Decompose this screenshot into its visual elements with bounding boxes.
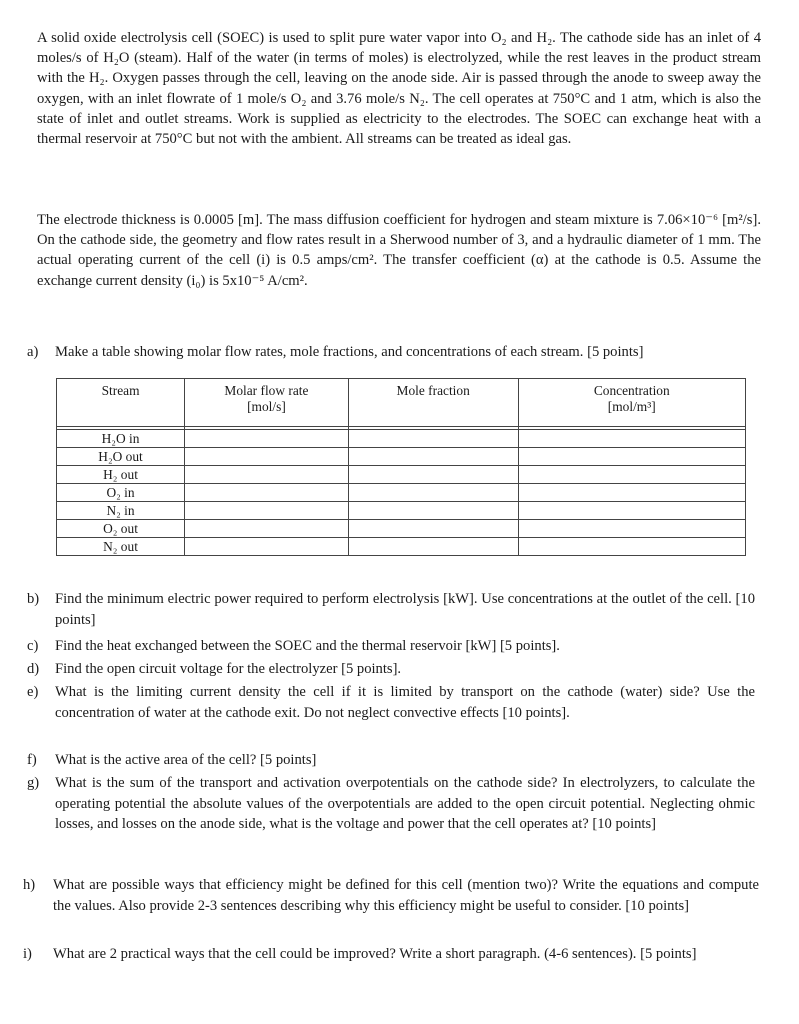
cell-molar-flow [185,538,349,556]
cell-molar-flow [185,520,349,538]
table-row [57,448,746,466]
header-concentration-label: Concentration [593,383,670,398]
stream-name: N₂ out [57,538,185,556]
table-row [57,538,746,556]
question-label: h) [23,877,36,893]
stream-name: H₂O out [57,448,185,466]
table-row [57,466,746,484]
stream-name: H₂ out [57,466,185,484]
question-text: Find the heat exchanged between the SOEC and the thermal reservoir [kW] [5 points]. [55,638,560,654]
question-label: d) [27,661,40,677]
question-label: b) [27,591,40,607]
cell-mole-fraction [348,466,518,484]
cell-mole-fraction [348,484,518,502]
table-row [57,430,746,448]
question-label: c) [27,638,39,654]
stream-name: N₂ in [57,502,185,520]
question-text: Find the minimum electric power required to perform electrolysis [kW]. Use concentrations at the outlet of the cell. [10 points] [55,591,755,628]
cell-mole-fraction [348,520,518,538]
cell-mole-fraction [348,502,518,520]
header-molar-flow-unit: [mol/s] [247,399,286,414]
header-stream [57,379,185,427]
stream-name: O₂ out [57,520,185,538]
header-concentration-unit: [mol/m³] [607,399,656,414]
question-label: g) [27,775,40,791]
question-text: Find the open circuit voltage for the electrolyzer [5 points]. [55,661,402,677]
question-text: What are 2 practical ways that the cell could be improved? Write a short paragraph. (4-6 sentences). [5 points] [53,946,697,962]
header-mole-fraction [348,379,518,427]
table-row [57,520,746,538]
cell-molar-flow [185,484,349,502]
cell-concentration [518,520,745,538]
cell-mole-fraction [348,538,518,556]
question-label: a) [27,344,39,360]
header-molar-flow-label: Molar flow rate [224,383,309,398]
question-label: e) [27,684,39,700]
question-text: What is the sum of the transport and activation overpotentials on the cathode side? In electrolyzers, to calculate the operating potential the absolute values of the overpotentials are added to the open circuit potential. Neglecting ohmic losses, and losses on the anode side, what is the voltage and power that the cell operates at? [10 points] [55,775,755,833]
stream-name: O₂ in [57,484,185,502]
table-row [57,502,746,520]
header-molar-flow [185,379,349,427]
problem-statement-paragraph: A solid oxide electrolysis cell (SOEC) is used to split pure water vapor into O₂ and H₂. The cathode side has an inlet of 4 moles/s of H₂O (steam). Half of the water (in terms of moles) is electrolyzed, while the rest leaves in the product stream with the H₂. Oxygen passes through the cell, leaving on the anode side. Air is passed through the anode to sweep away the oxygen, with an inlet flowrate of 1 mole/s O₂ and 3.76 mole/s N₂. The cell operates at 750°C and 1 atm, which is also the state of inlet and outlet streams. Work is supplied as electricity to the electrodes. The SOEC can exchange heat with a thermal reservoir at 750°C but not with the ambient. All streams can be treated as ideal gas. [37,30,761,148]
question-text: What are possible ways that efficiency might be defined for this cell (mention two)? Write the equations and compute the values. Also provide 2-3 sentences describing why this efficiency might be useful to consider. [10 points] [53,877,759,914]
cell-molar-flow [185,502,349,520]
question-label: f) [27,752,37,768]
cell-concentration [518,466,745,484]
table-row [57,484,746,502]
table-header-row [57,379,746,427]
header-mole-fraction-label: Mole fraction [396,383,470,398]
cell-molar-flow [185,430,349,448]
cell-mole-fraction [348,448,518,466]
cell-concentration [518,502,745,520]
cell-concentration [518,538,745,556]
stream-table [56,378,746,556]
cell-concentration [518,448,745,466]
header-concentration [518,379,745,427]
parameters-paragraph: The electrode thickness is 0.0005 [m]. The mass diffusion coefficient for hydrogen and steam mixture is 7.06×10⁻⁶ [m²/s]. On the cathode side, the geometry and flow rates result in a Sherwood number of 3, and a hydraulic diameter of 1 mm. The actual operating current of the cell (i) is 0.5 amps/cm². The transfer coefficient (α) at the cathode is 0.5. Assume the exchange current density (i₀) is 5x10⁻⁵ A/cm². [37,212,761,289]
cell-concentration [518,484,745,502]
cell-mole-fraction [348,430,518,448]
question-text: What is the limiting current density the cell if it is limited by transport on the cathode (water) side? Use the concentration of water at the cathode exit. Do not neglect convective effects [10 points]. [55,684,755,721]
header-stream-label: Stream [101,383,140,398]
cell-concentration [518,430,745,448]
cell-molar-flow [185,466,349,484]
question-text: Make a table showing molar flow rates, mole fractions, and concentrations of each stream. [5 points] [55,344,644,360]
question-label: i) [23,946,32,962]
question-text: What is the active area of the cell? [5 points] [55,752,317,768]
cell-molar-flow [185,448,349,466]
stream-name: H₂O in [57,430,185,448]
